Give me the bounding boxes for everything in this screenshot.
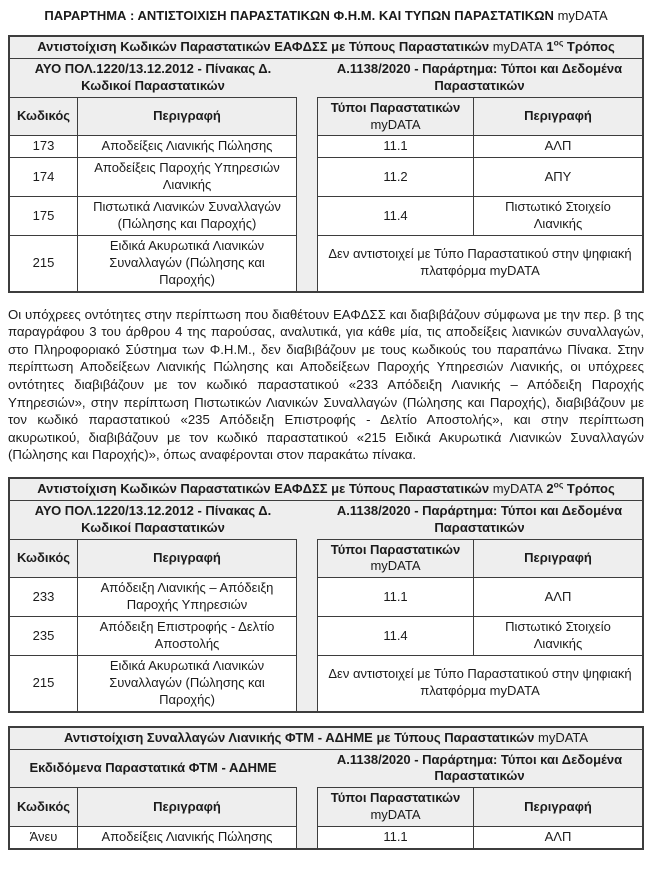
table-title-ordinal-sup: ος (553, 479, 564, 490)
header-right-line1: Α.1138/2020 - Παράρτημα: Τύποι και Δεδομένα (336, 60, 623, 76)
header-left-line1: ΑΥΟ ΠΟΛ.1220/13.12.2012 - Πίνακας Δ. (34, 502, 272, 518)
column-header-mydata-types (317, 97, 473, 136)
header-left-line1: ΑΥΟ ΠΟΛ.1220/13.12.2012 - Πίνακας Δ. (34, 60, 272, 76)
header-right-source (317, 749, 642, 788)
column-header-description-right: Περιγραφή (473, 787, 642, 826)
column-header-code: Κωδικός (10, 787, 77, 826)
gap-cell (296, 826, 317, 848)
column-header-mydata-line1: Τύποι Παραστατικών (330, 99, 461, 115)
cell-description: Απόδειξη Επιστροφής - Δελτίο Αποστολής (77, 616, 296, 655)
cell-code: 173 (10, 135, 77, 157)
header-right-source (317, 58, 642, 97)
column-header-description: Περιγραφή (77, 97, 296, 136)
column-header-mydata-types (317, 539, 473, 578)
header-left-line1: Εκδιδόμενα Παραστατικά ΦΤΜ - ΑΔΗΜΕ (29, 759, 277, 775)
gap-cell (296, 655, 317, 711)
cell-code: 235 (10, 616, 77, 655)
cell-description: Απόδειξη Λιανικής – Απόδειξη Παροχής Υπηρεσιών (77, 577, 296, 616)
cell-code: 233 (10, 577, 77, 616)
column-header-description: Περιγραφή (77, 787, 296, 826)
column-header-mydata-line1: Τύποι Παραστατικών (330, 541, 461, 557)
cell-description: Ειδικά Ακυρωτικά Λιανικών Συναλλαγών (Πώλησης και Παροχής) (77, 655, 296, 711)
no-mapping-mydata: myDATA (489, 263, 540, 279)
column-header-description-right: Περιγραφή (473, 97, 642, 136)
column-header-mydata-latin: myDATA (370, 558, 421, 574)
column-header-code: Κωδικός (10, 97, 77, 136)
cell-no-mapping-note (317, 235, 642, 291)
column-header-mydata-latin: myDATA (370, 116, 421, 132)
header-left-source (10, 58, 296, 97)
gap-cell (296, 616, 317, 655)
gap-cell (296, 235, 317, 291)
cell-mydata-description: ΑΛΠ (473, 577, 642, 616)
header-left-line2: Κωδικοί Παραστατικών (81, 519, 225, 535)
header-gap-cell (296, 500, 317, 539)
no-mapping-text: Δεν αντιστοιχεί με Τύπο Παραστατικού στην ψηφιακή πλατφόρμα (328, 666, 632, 699)
column-header-mydata-types (317, 787, 473, 826)
cell-mydata-type: 11.1 (317, 826, 473, 848)
header-right-line1: Α.1138/2020 - Παράρτημα: Τύποι και Δεδομένα (336, 751, 623, 767)
header-right-line2: Παραστατικών (434, 77, 525, 93)
cell-no-mapping-note (317, 655, 642, 711)
cell-mydata-description: ΑΛΠ (473, 826, 642, 848)
cell-mydata-description: ΑΛΠ (473, 135, 642, 157)
table-title-number: 1 (542, 39, 554, 54)
header-left-line2: Κωδικοί Παραστατικών (81, 77, 225, 93)
header-gap-cell (296, 749, 317, 788)
gap-cell (296, 157, 317, 196)
table-title-mydata: myDATA (492, 39, 543, 54)
column-header-code: Κωδικός (10, 539, 77, 578)
cell-code: Άνευ (10, 826, 77, 848)
cell-code: 215 (10, 235, 77, 291)
page-title-greek: ΠΑΡΑΡΤΗΜΑ : ΑΝΤΙΣΤΟΙΧΙΣΗ ΠΑΡΑΣΤΑΤΙΚΩΝ Φ.Η.Μ. ΚΑΙ ΤΥΠΩΝ ΠΑΡΑΣΤΑΤΙΚΩΝ (44, 8, 558, 23)
column-header-description-right: Περιγραφή (473, 539, 642, 578)
gap-cell (296, 97, 317, 136)
cell-description: Πιστωτικά Λιανικών Συναλλαγών (Πώλησης και Παροχής) (77, 196, 296, 235)
header-right-line2: Παραστατικών (434, 768, 525, 784)
gap-cell (296, 539, 317, 578)
gap-cell (296, 135, 317, 157)
cell-mydata-type: 11.1 (317, 135, 473, 157)
header-right-line2: Παραστατικών (434, 519, 525, 535)
table-title-suffix: Τρόπος (563, 39, 615, 54)
cell-description: Αποδείξεις Λιανικής Πώλησης (77, 135, 296, 157)
header-right-line1: Α.1138/2020 - Παράρτημα: Τύποι και Δεδομένα (336, 502, 623, 518)
column-header-mydata-line1: Τύποι Παραστατικών (330, 790, 461, 806)
column-header-mydata-latin: myDATA (370, 807, 421, 823)
header-gap-cell (296, 58, 317, 97)
table-ftm-adime-mapping (8, 726, 644, 850)
cell-mydata-type: 11.4 (317, 196, 473, 235)
table-eafdss-mapping-method-2 (8, 477, 644, 713)
header-left-source (10, 500, 296, 539)
cell-code: 174 (10, 157, 77, 196)
cell-mydata-description: ΑΠΥ (473, 157, 642, 196)
table-title (10, 479, 642, 500)
table-title-suffix: Τρόπος (563, 480, 615, 496)
table-title-text: Αντιστοίχιση Κωδικών Παραστατικών ΕΑΦΔΣΣ με Τύπους Παραστατικών (37, 39, 493, 54)
no-mapping-mydata: myDATA (489, 683, 540, 699)
cell-code: 215 (10, 655, 77, 711)
table-title-ordinal-sup: ος (553, 37, 564, 48)
table-title-number: 2 (542, 480, 554, 496)
column-header-description: Περιγραφή (77, 539, 296, 578)
cell-mydata-description: Πιστωτικό Στοιχείο Λιανικής (473, 196, 642, 235)
body-paragraph: Οι υπόχρεες οντότητες στην περίπτωση που διαθέτουν ΕΑΦΔΣΣ και διαβιβάζουν σύμφωνα με την περ. β της παραγράφου 3 του άρθρου 4 της παρούσας, αναλυτικά, για κάθε μία, τις αποδείξεις λιανικών συναλλαγών, στο Πληροφοριακό Σύστημα των Φ.Η.Μ., δεν διαβιβάζουν με τους κωδικούς του παραπάνω Πίνακα. Στην περίπτωση Αποδείξεων Λιανικής Πώλησης και Αποδείξεων Παροχής Υπηρεσιών Λιανικής, οι υπόχρεες οντότητες διαβιβάζουν με τον κωδικό παραστατικού «233 Απόδειξη Λιανικής – Απόδειξη Παροχής Υπηρεσιών», στην περίπτωση Πιστωτικών Λιανικών Συναλλαγών (Πώλησης και Παροχής), διαβιβάζουν με τον κωδικό παραστατικού «235 Απόδειξη Επιστροφής - Δελτίο Αποστολής», και στην περίπτωση ακυρωτικού, διαβιβάζουν με τον κωδικό παραστατικού «215 Ειδικά Ακυρωτικά Λιανικών Συναλλαγών (Πώλησης και Παροχής)», όπως αναφέρονται στον παρακάτω πίνακα. (8, 306, 644, 463)
table-title (10, 37, 642, 58)
table-title-mydata: myDATA (492, 480, 543, 496)
header-left-source (10, 749, 296, 788)
table-title-mydata: myDATA (537, 729, 589, 745)
cell-mydata-type: 11.4 (317, 616, 473, 655)
page-title-latin: myDATA (557, 8, 608, 23)
table-title (10, 728, 642, 749)
gap-cell (296, 196, 317, 235)
header-right-source (317, 500, 642, 539)
table-title-text: Αντιστοίχιση Συναλλαγών Λιανικής ΦΤΜ - ΑΔΗΜΕ με Τύπους Παραστατικών (63, 729, 538, 745)
gap-cell (296, 787, 317, 826)
cell-mydata-description: Πιστωτικό Στοιχείο Λιανικής (473, 616, 642, 655)
table-eafdss-mapping-method-1 (8, 35, 644, 293)
cell-description: Ειδικά Ακυρωτικά Λιανικών Συναλλαγών (Πώλησης και Παροχής) (77, 235, 296, 291)
gap-cell (296, 577, 317, 616)
no-mapping-text: Δεν αντιστοιχεί με Τύπο Παραστατικού στην ψηφιακή πλατφόρμα (328, 246, 632, 279)
cell-mydata-type: 11.1 (317, 577, 473, 616)
cell-mydata-type: 11.2 (317, 157, 473, 196)
cell-description: Αποδείξεις Λιανικής Πώλησης (77, 826, 296, 848)
table-title-text: Αντιστοίχιση Κωδικών Παραστατικών ΕΑΦΔΣΣ με Τύπους Παραστατικών (37, 480, 493, 496)
page-title (8, 8, 644, 23)
cell-description: Αποδείξεις Παροχής Υπηρεσιών Λιανικής (77, 157, 296, 196)
cell-code: 175 (10, 196, 77, 235)
